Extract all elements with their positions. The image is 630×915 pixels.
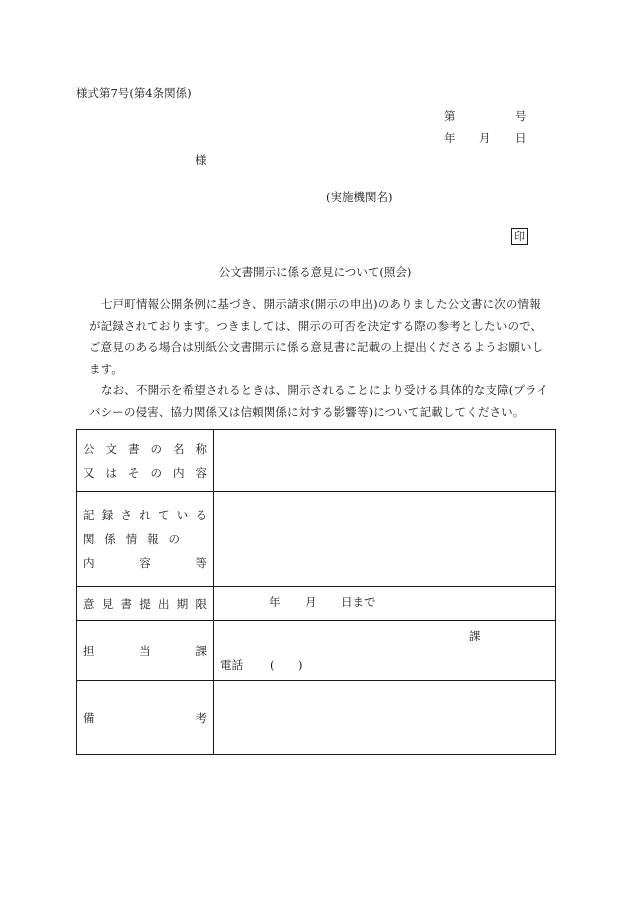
phone-paren-close: )	[298, 658, 303, 672]
table-row-department	[77, 621, 556, 681]
date-day: 日	[515, 131, 527, 145]
table-row-remarks	[77, 681, 556, 755]
label-deadline	[77, 587, 214, 621]
table-row-recorded-info	[77, 492, 556, 587]
value-document-name[interactable]	[214, 430, 556, 492]
label-document-name	[77, 430, 214, 492]
opinion-form-table	[76, 429, 556, 755]
label-line: 公 文 書 の 名 称	[83, 441, 207, 456]
label-recorded-info	[77, 492, 214, 587]
label-line: 関 係 情 報 の	[83, 532, 180, 546]
value-remarks[interactable]	[214, 681, 556, 755]
value-deadline[interactable]	[214, 587, 556, 621]
phone-paren-open: (	[270, 658, 275, 672]
value-recorded-info[interactable]	[214, 492, 556, 587]
table-row-deadline	[77, 587, 556, 621]
label-line: 又 は そ の 内 容	[83, 465, 207, 480]
label-line: 内 容 等	[83, 556, 207, 570]
body-paragraph-2: なお、不開示を希望されるときは、開示されることにより受ける具体的な支障(プライバシーの侵害、協力関係又は信頼関係に対する影響等)について記載してください。	[89, 383, 548, 419]
label-line: 担 当 課	[83, 643, 207, 658]
seal-stamp: 印	[511, 228, 528, 245]
value-department[interactable]	[214, 621, 556, 681]
body-text	[89, 294, 549, 423]
label-line: 備 考	[83, 710, 207, 725]
deadline-month: 月	[305, 595, 317, 609]
form-number: 様式第7号(第4条関係)	[76, 86, 192, 100]
body-paragraph-1: 七戸町情報公開条例に基づき、開示請求(開示の申出)のありました公文書に次の情報が記録されております。つきましては、開示の可否を決定する際の参考としたいので、ご意見のある場合は別紙公文書開示に係る意見書に記載の上提出くださるようお願いします。	[89, 297, 544, 376]
document-title: 公文書開示に係る意見について(照会)	[218, 265, 412, 279]
doc-number-suffix: 号	[515, 109, 527, 123]
deadline-year: 年	[269, 595, 281, 609]
addressee-honorific: 様	[195, 153, 207, 167]
deadline-day-until: 日まで	[341, 595, 376, 609]
label-line: 意 見 書 提 出 期 限	[83, 596, 207, 611]
label-remarks	[77, 681, 214, 755]
date-month: 月	[479, 131, 491, 145]
label-department	[77, 621, 214, 681]
agency-name: (実施機関名)	[326, 190, 393, 204]
department-section-suffix: 課	[469, 629, 481, 643]
doc-number-prefix: 第	[444, 109, 456, 123]
label-line: 記 録 さ れ て い る	[83, 508, 207, 522]
phone-label: 電話	[220, 658, 243, 672]
table-row-document-name	[77, 430, 556, 492]
date-year: 年	[444, 131, 456, 145]
